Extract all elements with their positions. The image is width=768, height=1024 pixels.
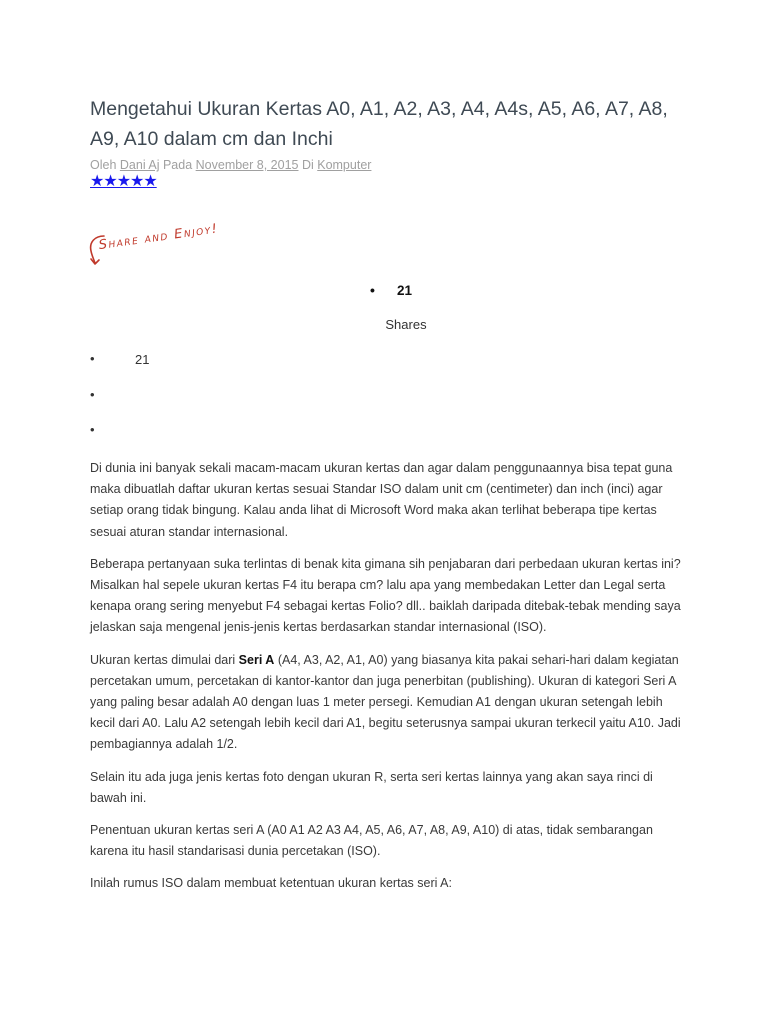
- paragraph-series-a: [90, 650, 690, 756]
- series-a-bold: Seri A: [238, 652, 275, 667]
- paragraph-standard: Penentuan ukuran kertas seri A (A0 A1 A2 A3 A4, A5, A6, A7, A8, A9, A10) di atas, tidak sembarangan karena itu hasil standarisasi dunia percetakan (ISO).: [90, 823, 653, 859]
- paragraph-series-a-start: Ukuran kertas dimulai dari: [90, 652, 239, 667]
- share-count-number: 21: [397, 283, 413, 298]
- share-counter: [370, 282, 670, 302]
- share-and-enjoy-banner: [88, 206, 268, 268]
- share-button-item[interactable]: [90, 421, 290, 457]
- paragraph-photo-paper: Selain itu ada juga jenis kertas foto dengan ukuran R, serta seri kertas lainnya yang akan saya rinci di bawah ini.: [90, 769, 653, 805]
- share-buttons-list: [90, 350, 290, 457]
- share-button-item[interactable]: [90, 386, 290, 422]
- bullet-icon: •: [90, 351, 95, 366]
- bullet-icon: •: [370, 282, 375, 298]
- author-link[interactable]: Dani Aj: [119, 158, 160, 172]
- bullet-icon: •: [90, 422, 95, 437]
- paragraph-formula: Inilah rumus ISO dalam membuat ketentuan ukuran kertas seri A:: [90, 876, 452, 891]
- article-body: [90, 458, 690, 906]
- share-button-item[interactable]: [90, 350, 290, 386]
- date-link[interactable]: November 8, 2015: [195, 158, 299, 172]
- bullet-icon: •: [90, 386, 95, 402]
- share-and-enjoy-text: Share and Enjoy!: [97, 221, 220, 254]
- category-link[interactable]: Komputer: [317, 158, 372, 172]
- share-button-count: 21: [135, 352, 150, 367]
- shares-label: Shares: [385, 317, 427, 332]
- rating-stars[interactable]: ★★★★★: [90, 171, 157, 190]
- paragraph-questions: Beberapa pertanyaan suka terlintas di benak kita gimana sih penjabaran dari perbedaan ukuran kertas ini? Misalkan hal sepele ukuran kertas F4 itu berapa cm? lalu apa yang membedakan Letter dan Legal serta kenapa orang sering menyebut F4 sebagai kertas Folio? dll.. baiklah daripada ditebak-tebak mending saya jelaskan saja mengenal jenis-jenis kertas berdasarkan standar internasional (ISO).: [90, 556, 681, 635]
- meta-on-prefix: Pada: [159, 158, 196, 172]
- paragraph-intro: Di dunia ini banyak sekali macam-macam ukuran kertas dan agar dalam penggunaannya bisa tepat guna maka dibuatlah daftar ukuran kertas sesuai Standar ISO dalam unit cm (centimeter) dan inch (inci) agar setiap orang tidak bingung. Kalau anda lihat di Microsoft Word maka akan terlihat beberapa tipe kertas sesuai aturan standar internasional.: [90, 461, 673, 539]
- meta-in-prefix: Di: [298, 158, 318, 172]
- paragraph-series-a-rest: (A4, A3, A2, A1, A0) yang biasanya kita pakai sehari-hari dalam kegiatan percetakan umum, percetakan di kantor-kantor dan juga penerbitan (publishing). Ukuran di kategori Seri A yang paling besar adalah A0 dengan luas 1 meter persegi. Kemudian A1 dengan ukuran setengah lebih kecil dari A0. Lalu A2 setengah lebih kecil dari A1, begitu seterusnya sampai ukuran terkecil yaitu A10. Jadi pembagiannya adalah 1/2.: [90, 652, 681, 752]
- article-title: Mengetahui Ukuran Kertas A0, A1, A2, A3, A4, A4s, A5, A6, A7, A8, A9, A10 dalam cm dan Inchi: [90, 98, 668, 150]
- meta-by-prefix: Oleh: [90, 158, 120, 172]
